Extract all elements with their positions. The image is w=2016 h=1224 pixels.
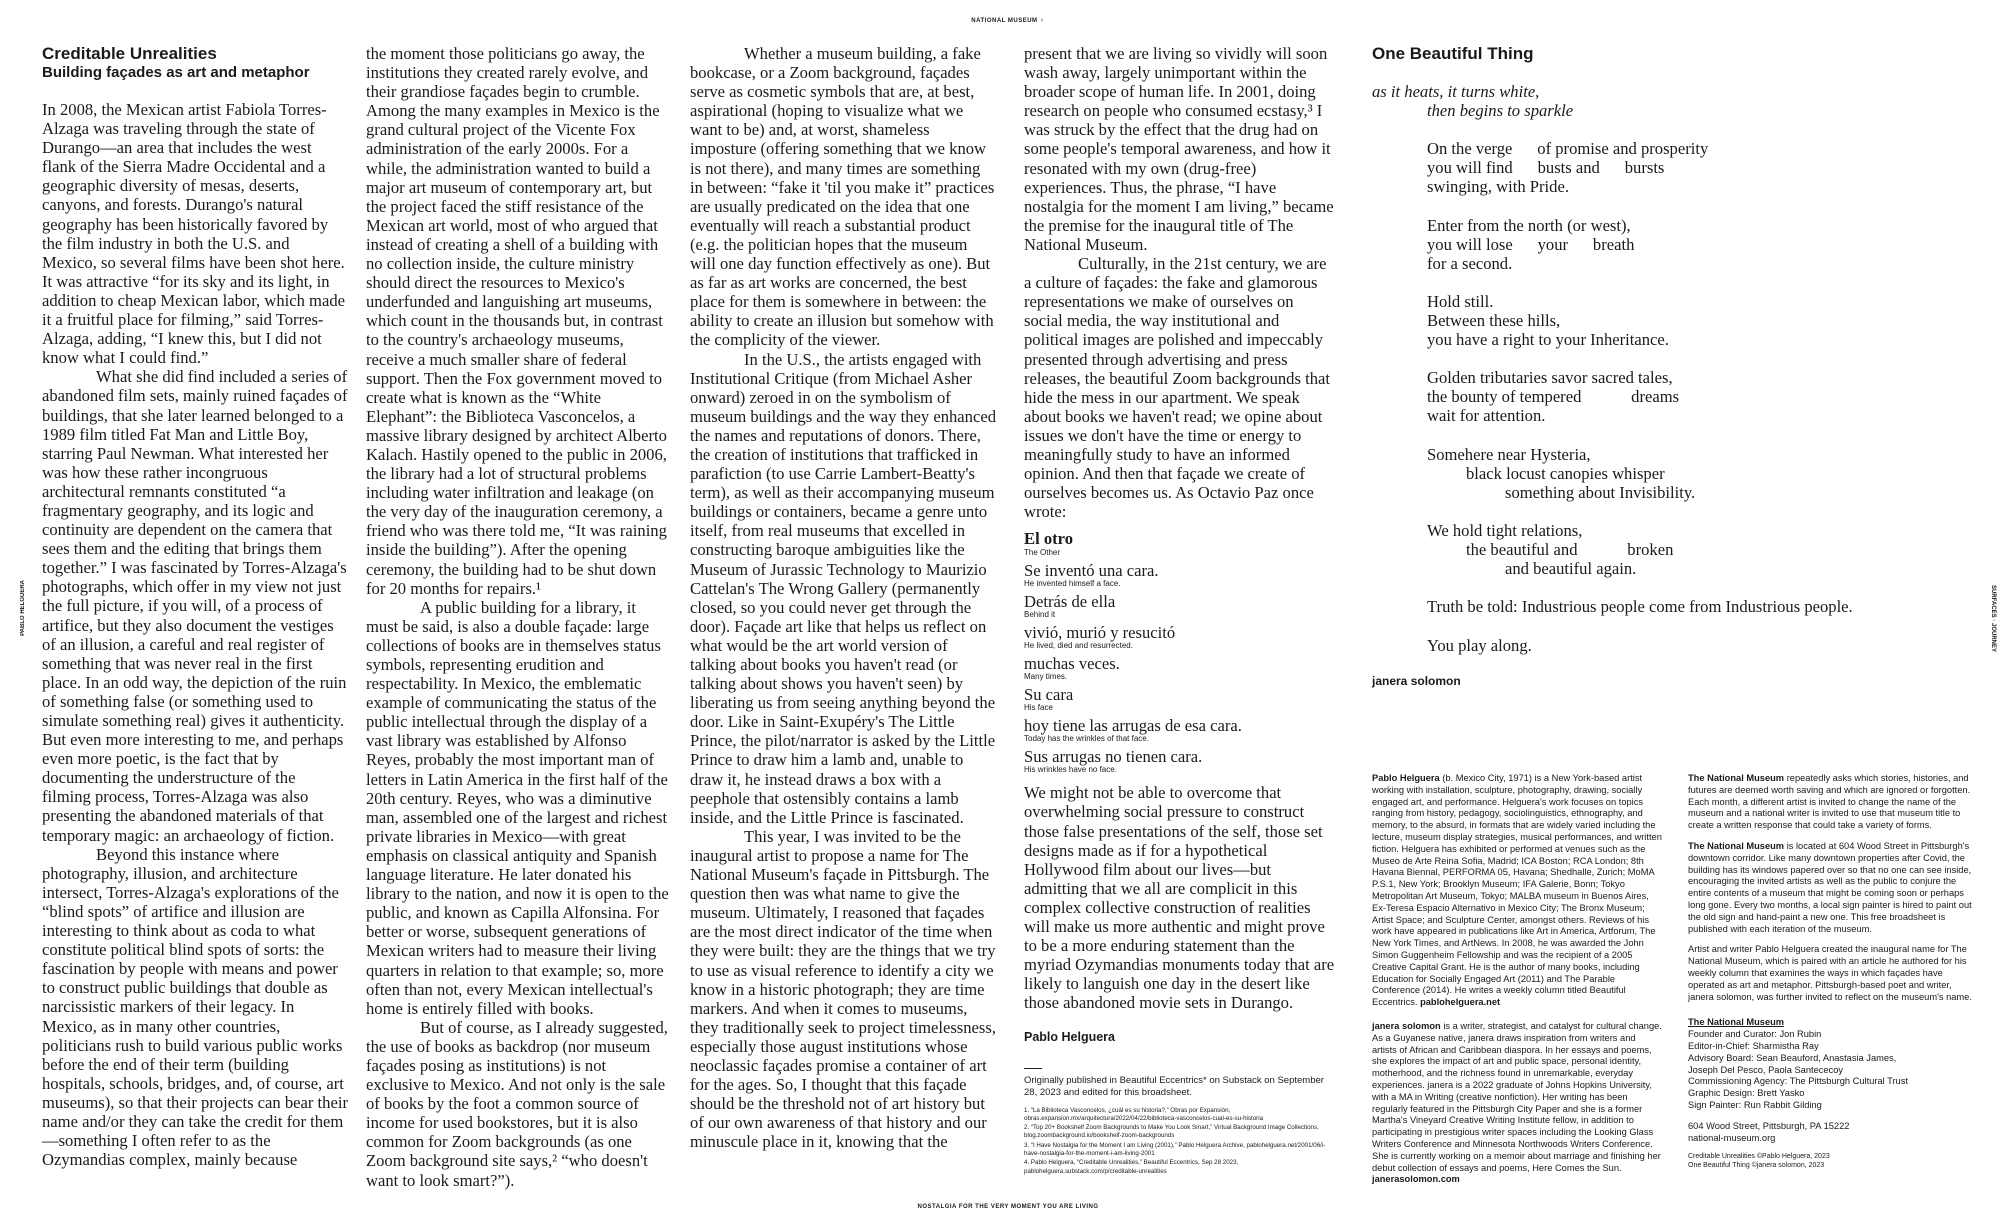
poem-line: On the verge of promise and prosperity <box>1427 139 1709 158</box>
poem-line: the bounty of tempered dreams <box>1427 387 1680 406</box>
poem-line: you will lose your breath <box>1427 235 1635 254</box>
credit-line: Commissioning Agency: The Pittsburgh Cultural Trust <box>1688 1076 1908 1087</box>
paragraph: Whether a museum building, a fake bookcase, or a Zoom background, façades serve as cosmetic symbols that are, at best, aspirational (hoping to visualize what we want to be) and, at worst, shameless imposture (offering something that we know is not there), and many times are something in between: “fake it 'til you make it” practices are usually predicated on the idea that one eventually will reach a substantial product (e.g. the politician hopes that the museum will one day function effectively as one). But as far as art works are concerned, the best place for them is somewhere in between: the ability to create an illusion but somehow with the complicity of the viewer. <box>690 44 995 350</box>
poem-line: We hold tight relations, <box>1427 521 1583 540</box>
poem-line: hoy tiene las arrugas de esa cara. <box>1024 716 1242 736</box>
footnote: 2. “Top 20+ Bookshelf Zoom Backgrounds to Make You Look Smart,” Virtual Background Image Collections, blog.zoombackground.io/bookshelf-zoom-backgrounds <box>1024 1124 1319 1140</box>
poet-name: janera solomon <box>1372 674 1461 688</box>
poem-translation: He invented himself a face. <box>1024 579 1121 589</box>
poem-translation: Today has the wrinkles of that face. <box>1024 734 1149 744</box>
article-column-3 <box>690 44 996 1151</box>
poem-line: then begins to sparkle <box>1427 101 1574 120</box>
poem-line: Sus arrugas no tienen cara. <box>1024 747 1203 767</box>
bio-text: is a writer, strategist, and catalyst for cultural change. As a Guyanese native, janera draws inspiration from writers and artists of African and Caribbean diaspora. In her essays and poems, she explores the impact of art and public space, personal identity, motherhood, and the richness found in unremarkable, everyday experiences. janera is a 2022 graduate of Johns Hopkins University, with a MA in Writing (creative nonfiction). Her writing has been regularly featured in the Pittsburgh City Paper and she is a former Martha's Vineyard Creative Writing Institute fellow, in addition to participating in prestigious writer spaces including the Looking Glass Writers Conference and Minnesota Northwoods Writers Conference. She is currently working on a memoir about marriage and finishing her debut collection of essays and poems, Here Comes the Sun. <box>1372 1021 1662 1173</box>
poem-line: swinging, with Pride. <box>1427 177 1569 196</box>
credits-heading: The National Museum <box>1688 1017 1785 1028</box>
poem-translation: Many times. <box>1024 672 1068 682</box>
poem-line: black locust canopies whisper <box>1466 464 1665 483</box>
article-author: Pablo Helguera <box>1024 1030 1115 1045</box>
article-column-4 <box>1024 44 1336 1176</box>
poem-line: Su cara <box>1024 685 1074 705</box>
poem-line: Enter from the north (or west), <box>1427 216 1631 235</box>
poem-line: Between these hills, <box>1427 311 1561 330</box>
paragraph: In 2008, the Mexican artist Fabiola Torres-Alzaga was traveling through the state of Durango—an area that includes the west flank of the Sierra Madre Occidental and a geographic diversity of mesas, deserts, canyons, and forests. Durango's natural geography has been historically favored by the film industry in both the U.S. and Mexico, so several films have been shot here. It was attractive “for its sky and its light, in addition to cheap Mexican labor, which made it a fruitful place for filming,” said Torres-Alzaga, adding, “I knew this, but I did not know what I could find.” <box>42 100 345 368</box>
poem-line: something about Invisibility. <box>1505 483 1696 502</box>
poem-line: Golden tributaries savor sacred tales, <box>1427 368 1673 387</box>
poem-translation: His face <box>1024 703 1053 713</box>
side-label-right: SURFACES · JOURNEY <box>1990 585 1996 653</box>
credit-line: Graphic Design: Brett Yasko <box>1688 1088 1805 1099</box>
poem-line: you have a right to your Inheritance. <box>1427 330 1669 349</box>
about-text: repeatedly asks which stories, histories, and futures are deemed worth saving and which are ignored or forgotten. Each month, a different artist is invited to change the name of the museum and a national writer is invited to use that museum title to create a written response that could take a variety of forms. <box>1688 773 1971 831</box>
side-label-left: PABLO HELGUERA <box>20 580 26 636</box>
running-footer: NOSTALGIA FOR THE VERY MOMENT YOU ARE LIVING <box>917 1204 1099 1210</box>
quoted-poem <box>1024 529 1336 775</box>
poem-translation: Behind it <box>1024 610 1056 620</box>
museum-name: The National Museum <box>1688 773 1785 783</box>
solomon-bio <box>1372 1021 1662 1186</box>
poem-translation: His wrinkles have no face. <box>1024 765 1117 775</box>
poem-gloss: The Other <box>1024 548 1061 558</box>
poem-line: the beautiful and broken <box>1466 540 1674 559</box>
poem-line: You play along. <box>1427 636 1532 655</box>
bio-website[interactable]: janerasolomon.com <box>1372 1174 1460 1185</box>
credit-line: Advisory Board: Sean Beauford, Anastasia James, <box>1688 1052 1897 1063</box>
bio-name: janera solomon <box>1372 1021 1441 1031</box>
bio-website[interactable]: pablohelguera.net <box>1420 997 1501 1008</box>
paragraph: A public building for a library, it must be said, is also a double façade: large collections of books are in themselves status symbols, representing erudition and respectability. In Mexico, the emblematic example of communicating the status of the public intellectual through the display of a vast library was established by Alfonso Reyes, probably the most important man of letters in Latin America in the first half of the 20th century. Reyes, who was a diminutive man, assembled one of the largest and richest private libraries in Mexico—with great emphasis on classical antiquity and Spanish language literature. He later donated his library to the nation, and now it is open to the public, and known as Capilla Alfonsina. For better or worse, subsequent generations of Mexican writers had to measure their living quarters in relation to that example; so, more often than not, every Mexican intellectual's home is entirely filled with books. <box>366 597 669 1018</box>
article-column-1 <box>42 44 348 1169</box>
copyright: One Beautiful Thing ©janera solomon, 2023 <box>1688 1162 1825 1170</box>
credit-line: Founder and Curator: Jon Rubin <box>1688 1029 1822 1040</box>
copyright: Creditable Unrealities ©Pablo Helguera, 2023 <box>1688 1153 1830 1161</box>
poem-page-title: One Beautiful Thing <box>1372 44 1534 63</box>
address: 604 Wood Street, Pittsburgh, PA 15222 <box>1688 1120 1850 1131</box>
poem-line: Detrás de ella <box>1024 592 1116 612</box>
paragraph: present that we are living so vividly will soon wash away, largely unimportant within the broader scope of human life. In 2001, doing research on people who consumed ecstasy,³ I was struck by the effect that the drug had on some people's temporal awareness, and how it resonated with my own (drug-free) experiences. Thus, the phrase, “I have nostalgia for the moment I am living,” became the premise for the inaugural title of The National Museum. <box>1024 44 1334 254</box>
poem-title: El otro <box>1024 529 1074 549</box>
poem-line: Hold still. <box>1427 292 1494 311</box>
credit-line: Editor-in-Chief: Sharmistha Ray <box>1688 1040 1819 1051</box>
divider <box>1024 1068 1042 1069</box>
publication-note: Originally published in Beautiful Eccentrics* on Substack on September 28, 2023 and edited for this broadsheet. <box>1024 1074 1324 1098</box>
museum-about <box>1688 773 1978 1170</box>
running-header: NATIONAL MUSEUM ♀ <box>971 18 1045 24</box>
bio-text: (b. Mexico City, 1971) is a New York-based artist working with installation, sculpture, photography, drawing, socially engaged art, and performance. Helguera's work focuses on topics ranging from history, pedagogy, sociolinguistics, ethnography, and memory, to the absurd, in formats that are widely varied including the lecture, museum display strategies, musical performances, and written fiction. Helguera has exhibited or performed at venues such as the Museo de Arte Reina Sofia, Madrid; ICA Boston; RCA London; 8th Havana Biennal, PERFORMA 05, Havana; Shedhalle, Zurich; MoMA P.S.1, New York; Brooklyn Museum; IFA Galerie, Bonn; Tokyo Metropolitan Art Museum, Tokyo; MALBA museum in Buenos Aires, Ex-Teresa Espacio Alternativo in Mexico City; The Bronx Museum; Artist Space; and Sculpture Center, amongst others. Reviews of his work have appeared in publications like Art in America, Artforum, The New York Times, and ArtNews. In 2008, he was awarded the John Simon Guggenheim Fellowship and was the recipient of a 2005 Creative Capital Grant. He is the author of many books, including Education for Socially Engaged Art (2011) and The Parable Conference (2014). He writes a weekly column titled Beautiful Eccentrics. <box>1372 773 1662 1008</box>
poem-line: Somehere near Hysteria, <box>1427 445 1591 464</box>
museum-name: The National Museum <box>1688 840 1785 851</box>
poem-line: for a second. <box>1427 254 1513 273</box>
paragraph: What she did find included a series of abandoned film sets, mainly ruined façades of buildings, that she later learned belonged to a 1989 film titled Fat Man and Little Boy, starring Paul Newman. What interested her was how these rather incongruous architectural remnants constituted “a fragmentary geography, and its logic and continuity are dependent on the camera that sees them and the editing that brings them together.” I was fascinated by Torres-Alzaga's photographs, which offer in my view not just the full picture, if you will, of a process of artifice, but they also document the vestiges of an illusion, a careful and real register of something that was never real in the first place. In an odd way, the depiction of the ruin of something false (or something used to simulate something real) gives it authenticity. But even more interesting to me, and perhaps even more poetic, is the fact that by documenting the understructure of the filming process, Torres-Alzaga was also presenting the abandoned materials of that temporary magic: an archaeology of fiction. <box>42 367 348 845</box>
poem-line: and beautiful again. <box>1505 559 1637 578</box>
paragraph: In the U.S., the artists engaged with Institutional Critique (from Michael Asher onward) zeroed in on the symbolism of museum buildings and the way they enhanced the names and reputations of donors. There, the creation of institutions that trafficked in parafiction (to use Carrie Lambert-Beatty's term), as well as their accompanying museum buildings or containers, became a genre unto itself, from real museums that excelled in constructing baroque ambiguities like the Museum of Jurassic Technology to Maurizio Cattelan's The Wrong Gallery (permanently closed, so you could never get through the door). Façade art like that helps us reflect on what would be the art world version of talking about books you haven't read (or talking about shows you haven't seen) by liberating us from seeing anything beyond the door. Like in Saint-Exupéry's The Little Prince, the pilot/narrator is asked by the Little Prince to draw him a lamb and, unable to draw it, he instead draws a box with a peephole that ostensibly contains a lamb inside, and the Little Prince is fascinated. <box>690 349 996 827</box>
website-link[interactable]: national-museum.org <box>1688 1132 1776 1143</box>
poem-line: you will find busts and bursts <box>1427 158 1665 177</box>
paragraph: Culturally, in the 21st century, we are a culture of façades: the fake and glamorous representations we make of ourselves on social media, the way institutional and political images are polished and impeccably presented through advertising and press releases, the beautiful Zoom backgrounds that hide the mess in our apartment. We speak about books we haven't read; we opine about issues we don't have the time or energy to meaningfully study to have an informed opinion. And then that façade we create of ourselves becomes us. As Octavio Paz once wrote: <box>1024 254 1330 522</box>
footnote: 1. “La Biblioteca Vasconcelos, ¿cuál es su historia?,” Obras por Expansión, obras.expansion.mx/arquitectura/2022/04/22/biblioteca-vasconcelos-cual-es-su-historia <box>1024 1106 1264 1122</box>
poem-line: as it heats, it turns white, <box>1372 82 1540 101</box>
paragraph: We might not be able to overcome that overwhelming social pressure to construct those false presentations of the self, those set designs made as if for a hypothetical Hollywood film about our lives—but admitting that we all are complicit in this complex collective construction of realities will make us more authentic and might prove to be a more enduring statement than the myriad Ozymandias monuments today that are likely to languish one day in the desert like those abandoned movie sets in Durango. <box>1024 783 1335 1013</box>
paragraph: Beyond this instance where photography, illusion, and architecture intersect, Torres-Alzaga's explorations of the “blind spots” of artifice and illusion are interesting to think about as coda to what constitute political blind spots of sorts: the fascination by people with means and power to construct public buildings that double as narcissistic markers of their legacy. In Mexico, as in many other countries, politicians rush to build various public works before the end of their term (building hospitals, schools, bridges, and, of course, art museums), so that their projects can bear their name and/or they can take the credit for them—something I often refer to as the Ozymandias complex, mainly because <box>42 844 348 1170</box>
article-subtitle: Building façades as art and metaphor <box>42 64 310 81</box>
poem-line: Truth be told: Industrious people come from Industrious people. <box>1427 597 1853 616</box>
article-column-2 <box>366 44 672 1190</box>
poem-line: wait for attention. <box>1427 406 1546 425</box>
poem-line: muchas veces. <box>1024 654 1120 674</box>
poem-line: Se inventó una cara. <box>1024 561 1159 581</box>
footnote: 4. Pablo Helguera, “Creditable Unrealities,” Beautiful Eccentrics, Sep 28 2023, pablohelguera.substack.com/p/creditable-unrealities <box>1024 1159 1239 1175</box>
about-text: Artist and writer Pablo Helguera created the inaugural name for The National Museum, which is paired with an article he authored for his weekly column that examines the ways in which façades have operated as art and metaphor. Pittsburgh-based poet and writer, janera solomon, was further invited to reflect on the museum's name. <box>1688 944 1972 1002</box>
paragraph: But of course, as I already suggested, the use of books as backdrop (nor museum façades posing as institutions) is not exclusive to Mexico. And not only is the sale of books by the foot a common source of income for used bookstores, but it is also common for Zoom backgrounds (as one Zoom background site says,² “who doesn't want to look smart?”). <box>366 1017 668 1190</box>
article-title: Creditable Unrealities <box>42 44 217 63</box>
paragraph: This year, I was invited to be the inaugural artist to propose a name for The National Museum's façade in Pittsburgh. The question then was what name to give the museum. Ultimately, I reasoned that façades are the most direct indicator of the time when they were built: they are the things that we try to use as visual reference to identify a city we know in a historic photograph; they are time markers. And when it comes to museums, they traditionally seek to project timelessness, especially those august institutions whose neoclassic façades promise a container of art for the ages. So, I thought that this façade should be the threshold not of art history but of our own awareness of that history and our minuscule place in it, knowing that the <box>690 826 996 1152</box>
paragraph: the moment those politicians go away, the institutions they created rarely evolve, and their grandiose façades begin to crumble. Among the many examples in Mexico is the grand cultural project of the Vicente Fox administration of the early 2000s. For a while, the administration wanted to build a major art museum of contemporary art, but the project faced the stiff resistance of the Mexican art world, most of who argued that instead of creating a shell of a building with no collection inside, the culture ministry should direct the resources to Mexico's underfunded and languishing art museums, which count in the thousands but, in contrast to the country's archaeology museums, receive a much smaller share of federal support. Then the Fox government moved to create what is known as the “White Elephant”: the Biblioteca Vasconcelos, a massive library designed by architect Alberto Kalach. Hastily opened to the public in 2006, the library had a lot of structural problems including water infiltration and leakage (on the very day of the inauguration ceremony, a friend who was there told me, “It was raining inside the building”). After the opening ceremony, the building had to be shut down for 20 months for repairs.¹ <box>366 44 667 598</box>
about-text: is located at 604 Wood Street in Pittsburgh's downtown corridor. Like many downtown properties after Covid, the building has its windows papered over so that no one can see inside, encouraging the invited artists as well as the public to conjure the entire contents of a museum that might be coming soon or perhaps long gone. Every two months, a local sign painter is hired to paint out the old sign and hand-paint a new one. This free broadsheet is published with each iteration of the museum. <box>1688 840 1972 934</box>
poem-translation: He lived, died and resurrected. <box>1024 641 1133 651</box>
credit-line: Sign Painter: Run Rabbit Gilding <box>1688 1099 1822 1110</box>
credit-line: Joseph Del Pesco, Paola Santececoy <box>1688 1064 1844 1075</box>
footnote: 3. “I Have Nostalgia for the Moment I am Living (2001),” Pablo Helguera Archive, pablohelguera.net/2001/06/i-have-nostalgia-for-the-moment-i-am-living-2001 <box>1024 1141 1326 1158</box>
bio-name: Pablo Helguera <box>1372 773 1440 783</box>
helguera-bio <box>1372 773 1662 1009</box>
poem-line: vivió, murió y resucitó <box>1024 623 1176 643</box>
